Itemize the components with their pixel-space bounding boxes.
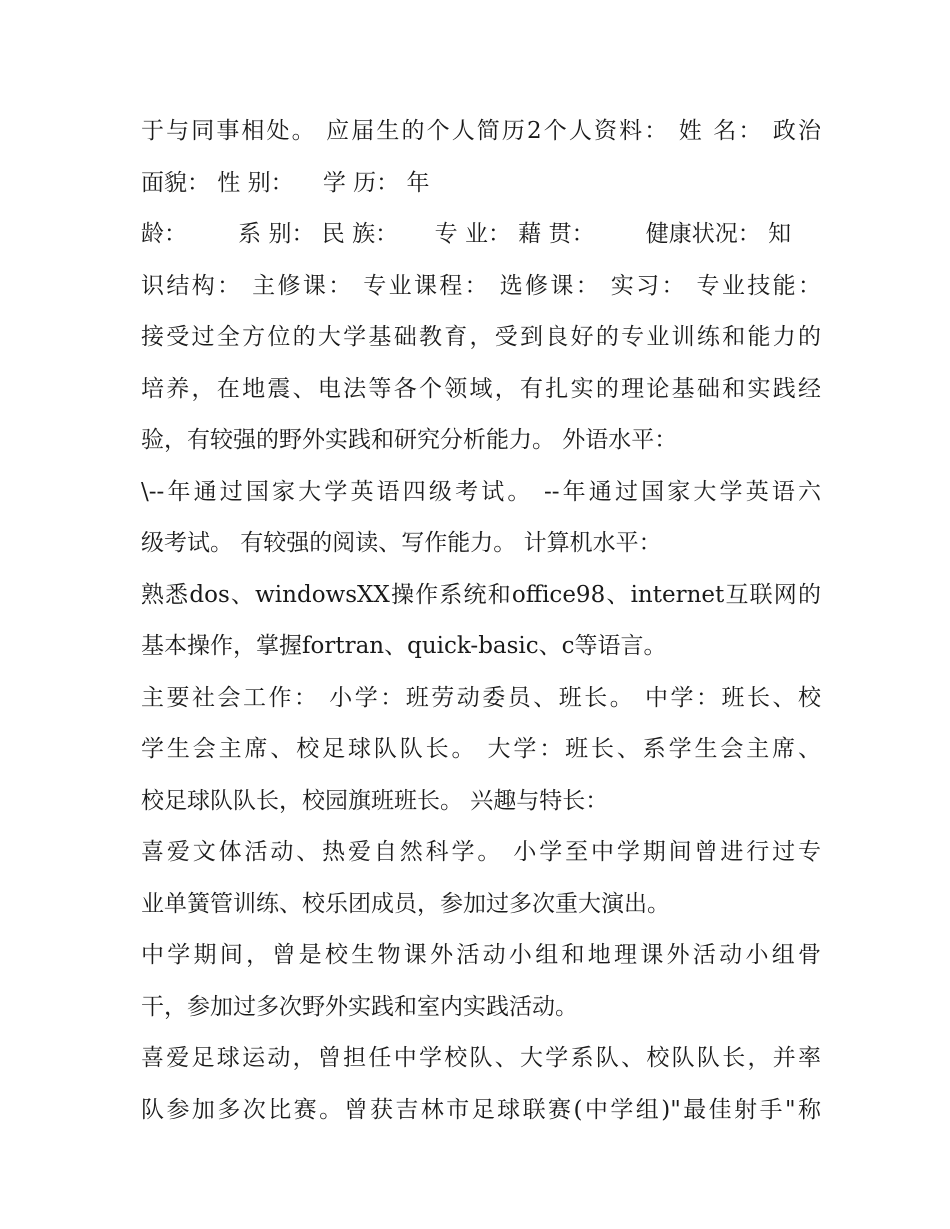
text-line: 学生会主席、校足球队队长。 大学：班长、系学生会主席、 xyxy=(141,736,821,762)
document-body xyxy=(141,106,821,1136)
text-line: 干，参加过多次野外实践和室内实践活动。 xyxy=(141,993,578,1020)
text-line: 主要社会工作： 小学：班劳动委员、班长。 中学：班长、校 xyxy=(141,684,821,711)
text-line: 龄： 系 别： 民 族： 专 业： 藉 贯： 健康状况： 知 xyxy=(141,221,792,247)
text-line: \--年通过国家大学英语四级考试。 --年通过国家大学英语六 xyxy=(141,478,821,505)
text-line: 中学期间，曾是校生物课外活动小组和地理课外活动小组骨 xyxy=(141,942,821,968)
text-line: 基本操作，掌握fortran、quick-basic、c等语言。 xyxy=(141,633,667,659)
text-line: 喜爱文体活动、热爱自然科学。 小学至中学期间曾进行过专 xyxy=(141,839,821,865)
text-line: 验，有较强的野外实践和研究分析能力。 外语水平： xyxy=(141,427,678,453)
text-line: 队参加多次比赛。曾获吉林市足球联赛(中学组)"最佳射手"称 xyxy=(141,1096,821,1123)
text-line: 培养，在地震、电法等各个领域，有扎实的理论基础和实践经 xyxy=(141,375,821,402)
text-line: 熟悉dos、windowsXX操作系统和office98、internet互联网的 xyxy=(141,581,821,608)
text-line: 识结构： 主修课： 专业课程： 选修课： 实习： 专业技能： xyxy=(141,272,821,299)
text-line: 喜爱足球运动，曾担任中学校队、大学系队、校队队长，并率 xyxy=(141,1045,821,1071)
text-line: 接受过全方位的大学基础教育，受到良好的专业训练和能力的 xyxy=(141,324,821,350)
text-line: 校足球队队长，校园旗班班长。 兴趣与特长： xyxy=(141,787,609,814)
text-line: 业单簧管训练、校乐团成员，参加过多次重大演出。 xyxy=(141,890,670,917)
text-line: 面貌： 性 别： 学 历： 年 xyxy=(141,169,430,196)
text-line: 级考试。 有较强的阅读、写作能力。 计算机水平： xyxy=(141,530,662,556)
text-line: 于与同事相处。 应届生的个人简历2个人资料： 姓 名： 政治 xyxy=(141,118,821,144)
